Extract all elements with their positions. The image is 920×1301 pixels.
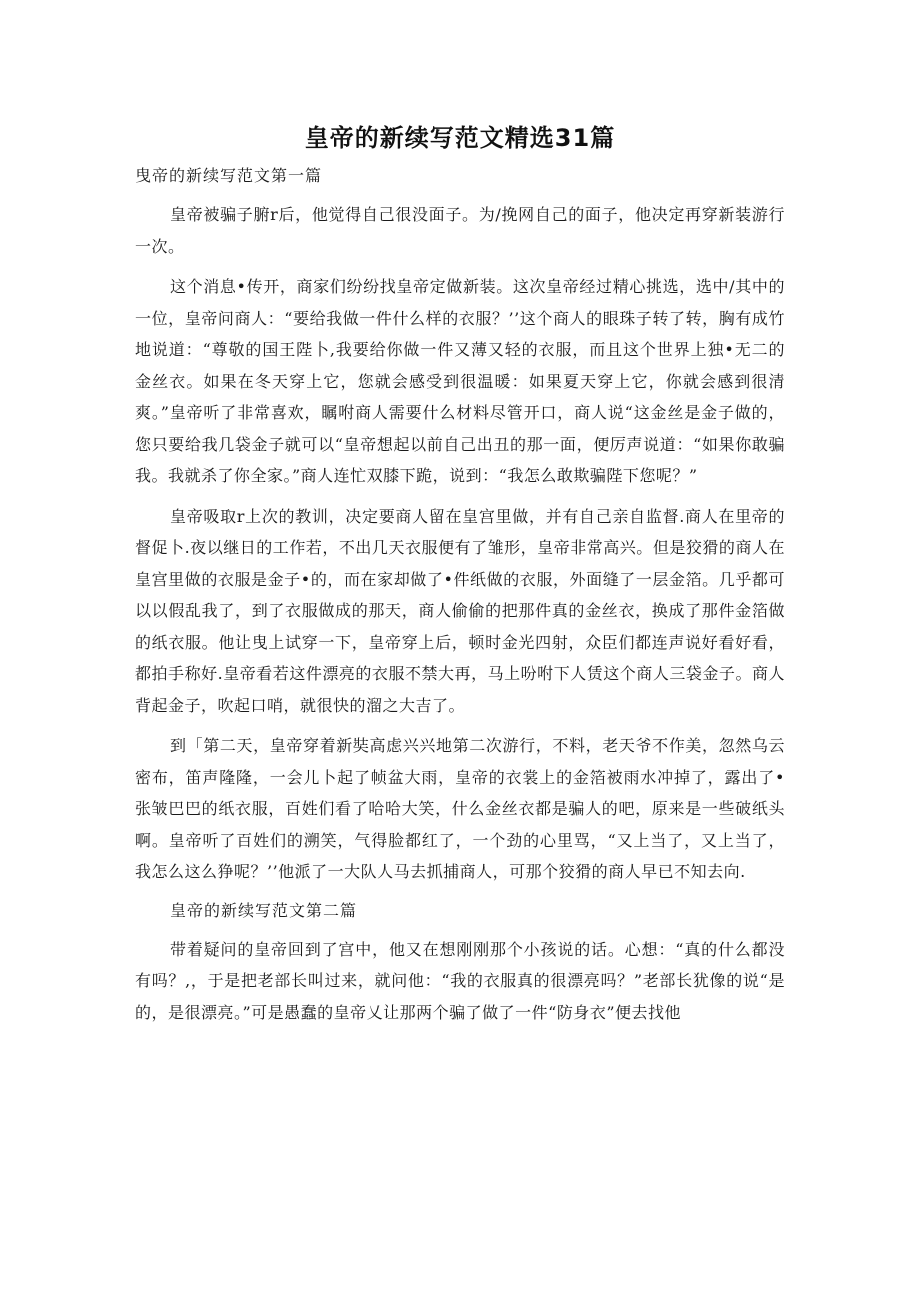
paragraph: 皇帝被骗子腑r后，他觉得自己很没面子。为/挽网自己的面子，他决定再穿新装游行一次。: [135, 205, 785, 256]
paragraph: 皇帝吸取r上次的教训，决定要商人留在皇宫里做，并有自己亲自监督.商人在里帝的督促卜.夜以继日的工作若，不出几天衣服便有了雏形，皇帝非常高兴。但是狡猾的商人在皇宫里做的衣服是金子•的，而在家却做了•件纸做的衣服，外面缝了一层金箔。几乎都可以以假乱我了，到了衣服做成的那天，商人偷偷的把那件真的金丝衣，换成了那件金箔做的纸衣服。他让曳上试穿一下，皇帝穿上后，顿时金光四射，众臣们都连声说好看好看，都拍手称好.皇帝看若这件漂亮的衣服不禁大再，马上吩咐下人赁这个商人三袋金子。商人背起金子，吹起口哨，就很快的溜之大吉了。: [135, 506, 785, 715]
document-body: [135, 162, 785, 1037]
paragraph: 这个消息•传开，商家们纷纷找皇帝定做新装。这次皇帝经过精心挑选，选中/其中的一位，皇帝问商人：“要给我做一件什么样的衣服？’’这个商人的眼珠子转了转，胸有成竹地说道：“尊敬的国王陛卜,我要给你做一件又薄又轻的衣服，而且这个世界上独•无二的金丝衣。如果在冬天穿上它，您就会感受到很温暖：如果夏天穿上它，你就会感到很清爽。”皇帝听了非常喜欢，瞩咐商人需要什么材料尽管开口，商人说“这金丝是金子做的，您只要给我几袋金子就可以“皇帝想起以前自己出丑的那一面，便厉声说道：“如果你敢骗我。我就杀了你全家。”商人连忙双膝下跪，说到：“我怎么敢欺骗陛下您呢？”: [135, 277, 785, 485]
document-title: 皇帝的新续写范文精选31篇: [304, 124, 616, 152]
section-heading-1: 曳帝的新续写范文第一篇: [135, 166, 323, 185]
paragraph: 带着疑问的皇帝回到了宫中，他又在想刚刚那个小孩说的话。心想：“真的什么都没有吗？,，于是把老部长叫过来，就问他：“我的衣服真的很漂亮吗？”老部长犹像的说“是的，是很漂亮。”可是愚蠢的皇帝乂让那两个骗了做了一件“防身衣”便去找他: [135, 939, 785, 1022]
section-heading-2: 皇帝的新续写范文第二篇: [170, 900, 358, 920]
paragraph: 到「第二天，皇帝穿着新奘高虑兴兴地第二次游行，不料，老天爷不作美，忽然乌云密布，笛声隆隆，一会儿卜起了帧盆大雨，皇帝的衣裳上的金箔被雨水冲掉了，露出了•张皱巴巴的纸衣服，百姓们看了哈哈大笑，什么金丝衣都是骗人的吧，原来是一些破纸头啊。皇帝听了百姓们的溯笑，气得脸都红了，一个劲的心里骂，“又上当了，又上当了，我怎么这么狰呢？’’他派了一大队人马去抓捕商人，可那个狡猾的商人早已不知去向.: [135, 736, 785, 881]
